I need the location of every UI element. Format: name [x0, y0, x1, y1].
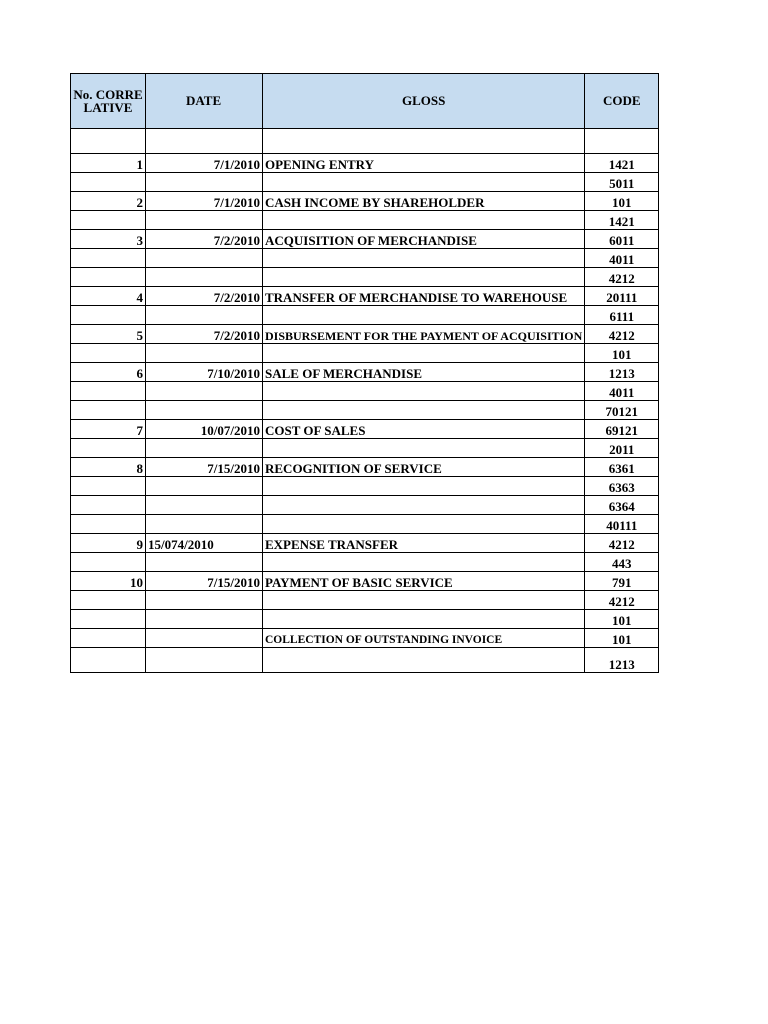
table-row	[71, 268, 659, 287]
cell-no: 5	[71, 325, 146, 344]
cell-no: 1	[71, 154, 146, 173]
table-row	[71, 325, 659, 344]
cell-gloss: DISBURSEMENT FOR THE PAYMENT OF ACQUISITION	[263, 325, 585, 344]
cell-gloss: PAYMENT OF BASIC SERVICE	[263, 572, 585, 591]
table-row	[71, 173, 659, 192]
table-row	[71, 154, 659, 173]
table-row	[71, 382, 659, 401]
cell-gloss: RECOGNITION OF SERVICE	[263, 458, 585, 477]
cell-date: 15/074/2010	[146, 534, 263, 553]
table-row	[71, 458, 659, 477]
table-row	[71, 287, 659, 306]
cell-date: 7/2/2010	[146, 325, 263, 344]
cell-code: 4011	[585, 382, 659, 401]
cell-gloss	[263, 211, 585, 230]
cell-code: 791	[585, 572, 659, 591]
cell-date: 7/10/2010	[146, 363, 263, 382]
cell-no	[71, 591, 146, 610]
cell-date	[146, 211, 263, 230]
cell-code: 4212	[585, 325, 659, 344]
cell-code: 443	[585, 553, 659, 572]
cell-gloss	[263, 439, 585, 458]
cell-date: 7/15/2010	[146, 572, 263, 591]
cell-gloss	[263, 496, 585, 515]
cell-code: 4212	[585, 268, 659, 287]
cell-no	[71, 211, 146, 230]
cell-code: 6111	[585, 306, 659, 325]
cell-no	[71, 477, 146, 496]
cell-date: 7/15/2010	[146, 458, 263, 477]
cell-gloss: CASH INCOME BY SHAREHOLDER	[263, 192, 585, 211]
cell-no	[71, 306, 146, 325]
cell-gloss	[263, 382, 585, 401]
cell-date: 7/1/2010	[146, 192, 263, 211]
table-row	[71, 344, 659, 363]
cell-code: 5011	[585, 173, 659, 192]
cell-code: 6011	[585, 230, 659, 249]
header-date: DATE	[146, 74, 263, 129]
cell-gloss	[263, 268, 585, 287]
cell-code: 101	[585, 629, 659, 648]
table-row	[71, 401, 659, 420]
cell-gloss	[263, 129, 585, 154]
cell-gloss: COLLECTION OF OUTSTANDING INVOICE	[263, 629, 585, 648]
cell-no	[71, 249, 146, 268]
header-no-correlative: No. CORRELATIVE	[71, 74, 146, 129]
cell-date	[146, 610, 263, 629]
cell-date	[146, 382, 263, 401]
cell-no	[71, 439, 146, 458]
journal-rows	[71, 129, 659, 673]
cell-date	[146, 477, 263, 496]
cell-gloss	[263, 610, 585, 629]
cell-code: 69121	[585, 420, 659, 439]
table-row	[71, 439, 659, 458]
table-row	[71, 477, 659, 496]
cell-gloss	[263, 553, 585, 572]
cell-code	[585, 129, 659, 154]
cell-date: 7/2/2010	[146, 287, 263, 306]
header-code: CODE	[585, 74, 659, 129]
cell-no: 3	[71, 230, 146, 249]
cell-no	[71, 344, 146, 363]
cell-date	[146, 173, 263, 192]
cell-code: 1421	[585, 211, 659, 230]
cell-date: 7/2/2010	[146, 230, 263, 249]
cell-no	[71, 129, 146, 154]
table-row	[71, 363, 659, 382]
cell-code: 4212	[585, 591, 659, 610]
cell-no: 4	[71, 287, 146, 306]
cell-no	[71, 648, 146, 673]
cell-date	[146, 401, 263, 420]
cell-no: 7	[71, 420, 146, 439]
cell-no	[71, 496, 146, 515]
table-row	[71, 230, 659, 249]
cell-gloss	[263, 306, 585, 325]
cell-no: 9	[71, 534, 146, 553]
table-row	[71, 572, 659, 591]
cell-gloss	[263, 344, 585, 363]
cell-date	[146, 306, 263, 325]
cell-date	[146, 648, 263, 673]
cell-code: 1421	[585, 154, 659, 173]
cell-code: 1213	[585, 363, 659, 382]
cell-code: 101	[585, 344, 659, 363]
cell-gloss: ACQUISITION OF MERCHANDISE	[263, 230, 585, 249]
header-gloss: GLOSS	[263, 74, 585, 129]
table-row	[71, 629, 659, 648]
cell-gloss: SALE OF MERCHANDISE	[263, 363, 585, 382]
cell-gloss: OPENING ENTRY	[263, 154, 585, 173]
cell-no	[71, 173, 146, 192]
cell-no	[71, 610, 146, 629]
table-row	[71, 648, 659, 673]
cell-code: 70121	[585, 401, 659, 420]
cell-gloss	[263, 173, 585, 192]
cell-gloss	[263, 477, 585, 496]
cell-date	[146, 591, 263, 610]
cell-code: 6363	[585, 477, 659, 496]
cell-date	[146, 553, 263, 572]
cell-code: 101	[585, 610, 659, 629]
cell-gloss	[263, 648, 585, 673]
table-row	[71, 129, 659, 154]
cell-date	[146, 496, 263, 515]
table-row	[71, 553, 659, 572]
cell-no	[71, 401, 146, 420]
cell-no: 8	[71, 458, 146, 477]
cell-date	[146, 515, 263, 534]
cell-gloss	[263, 401, 585, 420]
table-row	[71, 610, 659, 629]
cell-date: 7/1/2010	[146, 154, 263, 173]
cell-code: 20111	[585, 287, 659, 306]
cell-date	[146, 129, 263, 154]
cell-no	[71, 629, 146, 648]
cell-no: 2	[71, 192, 146, 211]
journal-table	[70, 73, 659, 673]
table-row	[71, 211, 659, 230]
cell-no: 6	[71, 363, 146, 382]
cell-gloss: EXPENSE TRANSFER	[263, 534, 585, 553]
cell-date	[146, 344, 263, 363]
table-row	[71, 249, 659, 268]
table-row	[71, 515, 659, 534]
table-row	[71, 496, 659, 515]
cell-code: 2011	[585, 439, 659, 458]
header-row	[71, 74, 659, 129]
cell-code: 4212	[585, 534, 659, 553]
cell-code: 40111	[585, 515, 659, 534]
cell-code: 4011	[585, 249, 659, 268]
cell-date	[146, 629, 263, 648]
cell-gloss	[263, 591, 585, 610]
cell-date	[146, 439, 263, 458]
cell-date	[146, 249, 263, 268]
cell-code: 101	[585, 192, 659, 211]
cell-gloss: COST OF SALES	[263, 420, 585, 439]
table-row	[71, 591, 659, 610]
cell-code: 6364	[585, 496, 659, 515]
cell-no: 10	[71, 572, 146, 591]
cell-date: 10/07/2010	[146, 420, 263, 439]
cell-no	[71, 382, 146, 401]
cell-no	[71, 553, 146, 572]
cell-no	[71, 268, 146, 287]
cell-gloss	[263, 249, 585, 268]
cell-code: 1213	[585, 648, 659, 673]
cell-code: 6361	[585, 458, 659, 477]
table-row	[71, 192, 659, 211]
cell-gloss: TRANSFER OF MERCHANDISE TO WAREHOUSE	[263, 287, 585, 306]
table-row	[71, 306, 659, 325]
table-row	[71, 534, 659, 553]
cell-gloss	[263, 515, 585, 534]
cell-date	[146, 268, 263, 287]
cell-no	[71, 515, 146, 534]
table-row	[71, 420, 659, 439]
